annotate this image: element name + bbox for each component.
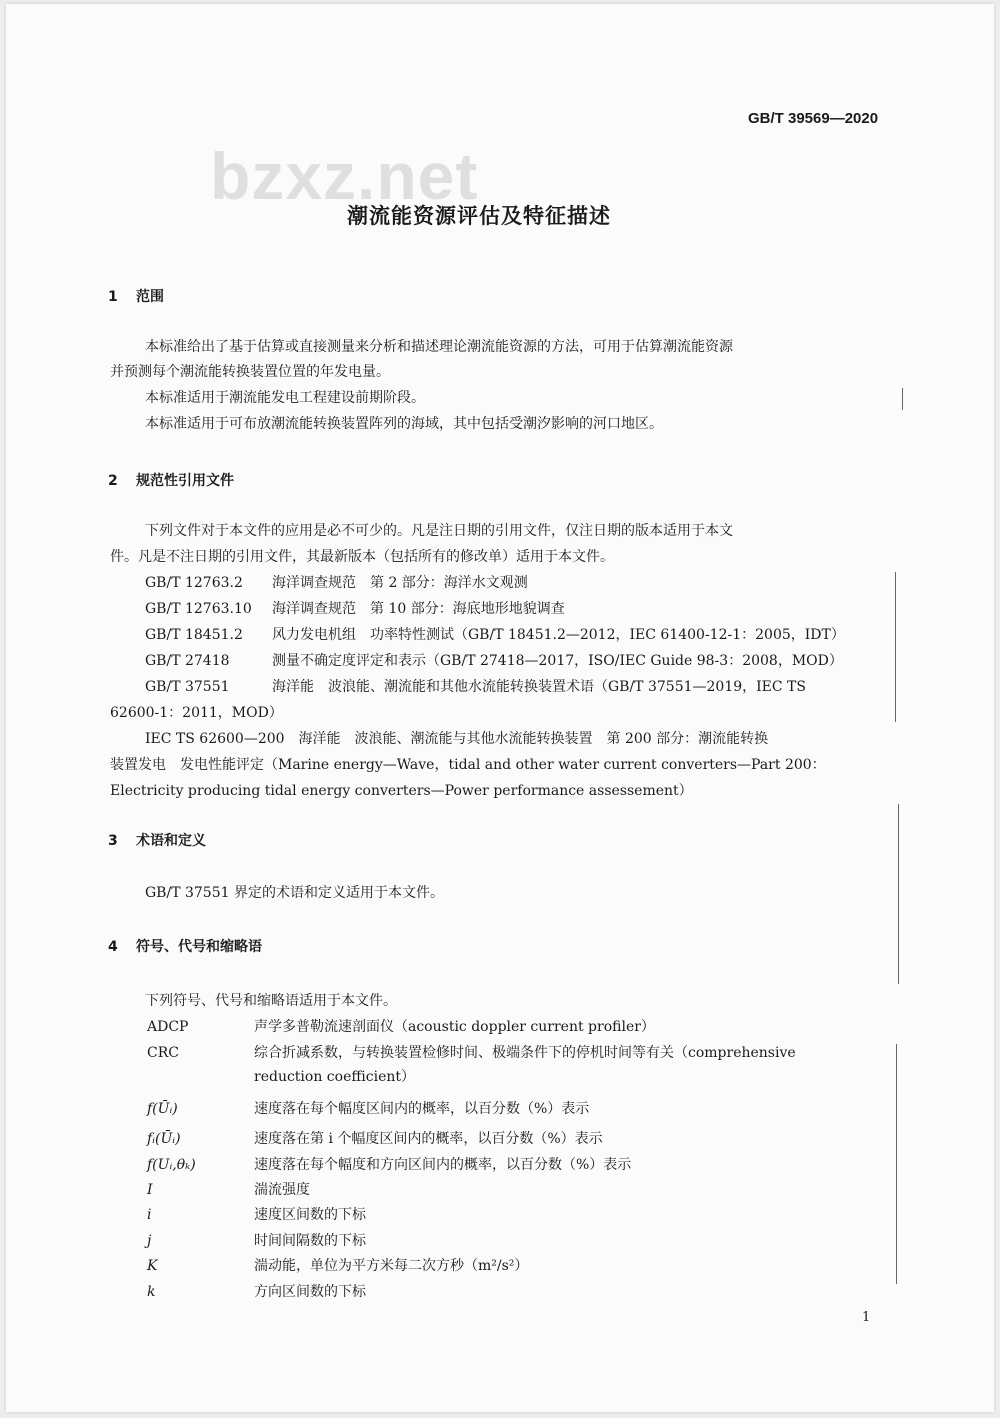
reference-item — [145, 596, 565, 622]
document-page — [6, 4, 994, 1412]
reference-code: GB/T 18451.2 — [145, 627, 243, 643]
symbol-key: fᵢ(Ūᵢ) — [147, 1131, 181, 1147]
symbol-desc: 湍流强度 — [254, 1182, 310, 1198]
reference-title: 测量不确定度评定和表示（GB/T 27418—2017，ISO/IEC Guide 98-3：2008，MOD） — [272, 653, 843, 669]
reference-item — [145, 674, 806, 700]
symbol-desc-cont: reduction coefficient） — [254, 1069, 416, 1085]
section-number: 2 — [108, 473, 118, 489]
paragraph: 件。凡是不注日期的引用文件，其最新版本（包括所有的修改单）适用于本文件。 — [110, 549, 614, 565]
reference-code: GB/T 12763.10 — [145, 601, 252, 617]
page-number: 1 — [862, 1310, 871, 1325]
reference-title: 风力发电机组 功率特性测试（GB/T 18451.2—2012，IEC 61400-12-1：2005，IDT） — [272, 627, 845, 643]
section-title: 范围 — [136, 289, 164, 305]
symbol-desc: 速度落在每个幅度区间内的概率，以百分数（%）表示 — [254, 1101, 590, 1117]
symbol-key: K — [147, 1258, 158, 1274]
symbol-desc: 方向区间数的下标 — [254, 1284, 366, 1300]
symbol-key: I — [147, 1182, 153, 1198]
symbol-desc: 综合折减系数，与转换装置检修时间、极端条件下的停机时间等有关（comprehensive — [254, 1045, 796, 1061]
reference-code: GB/T 37551 — [145, 679, 230, 695]
standard-id: GB/T 39569—2020 — [748, 110, 879, 127]
symbol-key: i — [147, 1207, 152, 1223]
symbol-desc: 速度区间数的下标 — [254, 1207, 366, 1223]
paragraph: GB/T 37551 界定的术语和定义适用于本文件。 — [145, 885, 444, 901]
watermark: bzxz.net — [210, 139, 479, 213]
scan-line — [902, 388, 903, 410]
symbol-key: k — [147, 1284, 156, 1300]
symbol-key: ADCP — [147, 1019, 189, 1035]
section-heading-normative — [108, 470, 234, 490]
symbol-key: f(Ūᵢ) — [147, 1101, 178, 1117]
reference-item — [145, 648, 843, 674]
document-title: 潮流能资源评估及特征描述 — [347, 204, 611, 228]
paragraph: 并预测每个潮流能转换装置位置的年发电量。 — [110, 364, 390, 380]
reference-iec-cont: 装置发电 发电性能评定（Marine energy—Wave，tidal and other water current converters—Part 200： — [110, 757, 826, 773]
reference-iec-cont: Electricity producing tidal energy converters—Power performance assessement） — [110, 783, 693, 799]
symbol-key: CRC — [147, 1045, 179, 1061]
paragraph: 下列符号、代号和缩略语适用于本文件。 — [145, 993, 397, 1009]
reference-item — [145, 570, 528, 596]
symbol-key: f(Uᵢ,θₖ) — [147, 1157, 196, 1173]
symbol-desc: 时间间隔数的下标 — [254, 1233, 366, 1249]
symbol-key: j — [147, 1233, 152, 1249]
symbol-desc: 速度落在第 i 个幅度区间内的概率，以百分数（%）表示 — [254, 1131, 603, 1147]
paragraph: 下列文件对于本文件的应用是必不可少的。凡是注日期的引用文件，仅注日期的版本适用于本文 — [145, 523, 733, 539]
section-number: 3 — [108, 833, 118, 849]
section-number: 4 — [108, 939, 118, 955]
scan-line — [898, 804, 899, 984]
symbol-desc: 速度落在每个幅度和方向区间内的概率，以百分数（%）表示 — [254, 1157, 632, 1173]
paragraph: 本标准适用于潮流能发电工程建设前期阶段。 — [145, 390, 425, 406]
reference-code: GB/T 12763.2 — [145, 575, 243, 591]
reference-continuation: 62600-1：2011，MOD） — [110, 705, 283, 721]
reference-title: 海洋调查规范 第 10 部分：海底地形地貌调查 — [272, 601, 565, 617]
scan-line — [895, 572, 896, 722]
paragraph: 本标准适用于可布放潮流能转换装置阵列的海域，其中包括受潮汐影响的河口地区。 — [145, 416, 663, 432]
section-title: 符号、代号和缩略语 — [136, 939, 262, 955]
section-heading-symbols — [108, 936, 262, 956]
section-heading-terms — [108, 830, 206, 850]
scan-line — [896, 1044, 897, 1284]
reference-iec: IEC TS 62600—200 海洋能 波浪能、潮流能与其他水流能转换装置 第 200 部分：潮流能转换 — [145, 731, 769, 747]
section-heading-scope — [108, 286, 164, 306]
reference-title: 海洋能 波浪能、潮流能和其他水流能转换装置术语（GB/T 37551—2019，IEC TS — [272, 679, 806, 695]
symbol-desc: 湍动能，单位为平方米每二次方秒（m²/s²） — [254, 1258, 529, 1274]
section-title: 规范性引用文件 — [136, 473, 234, 489]
reference-title: 海洋调查规范 第 2 部分：海洋水文观测 — [272, 575, 528, 591]
paragraph: 本标准给出了基于估算或直接测量来分析和描述理论潮流能资源的方法，可用于估算潮流能资源 — [145, 339, 733, 355]
section-title: 术语和定义 — [136, 833, 206, 849]
section-number: 1 — [108, 289, 118, 305]
symbol-desc: 声学多普勒流速剖面仪（acoustic doppler current profiler） — [254, 1019, 655, 1035]
reference-item — [145, 622, 845, 648]
reference-code: GB/T 27418 — [145, 653, 230, 669]
